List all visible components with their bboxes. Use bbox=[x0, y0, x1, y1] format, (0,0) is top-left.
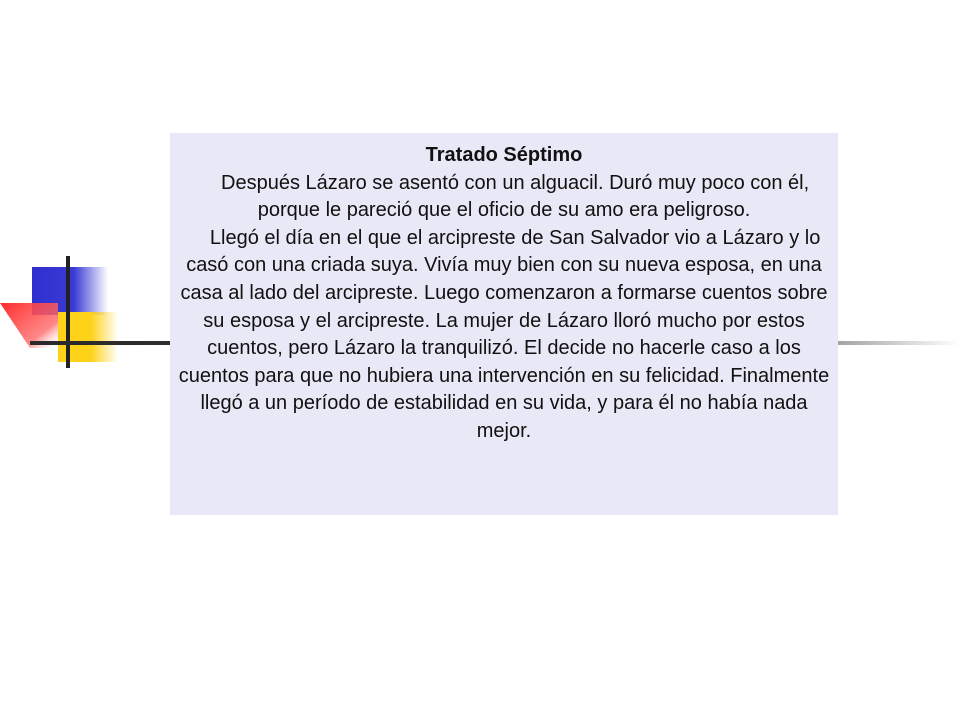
slide-title: Tratado Séptimo bbox=[425, 144, 583, 166]
text-box bbox=[170, 133, 838, 515]
paragraph-1-text: Después Lázaro se asentó con un alguacil. Duró muy poco con él, porque le pareció que el oficio de su amo era peligroso. bbox=[221, 171, 810, 222]
paragraph-1 bbox=[174, 170, 834, 225]
paragraph-2 bbox=[174, 225, 834, 446]
deco-vertical-line bbox=[66, 256, 70, 368]
paragraph-2-text: Llegó el día en el que el arcipreste de San Salvador vio a Lázaro y lo casó con una criada suya. Vivía muy bien con su nueva esposa, en una casa al lado del arcipreste. Luego comenzaron a formarse cuentos sobre su esposa y el arcipreste. La mujer de Lázaro lloró mucho por estos cuentos, pero Lázaro la tranquilizó. El decide no hacerle caso a los cuentos para que no hubiera una intervención en su felicidad. Finalmente llegó a un período de estabilidad en su vida, y para él no había nada mejor. bbox=[178, 226, 830, 442]
